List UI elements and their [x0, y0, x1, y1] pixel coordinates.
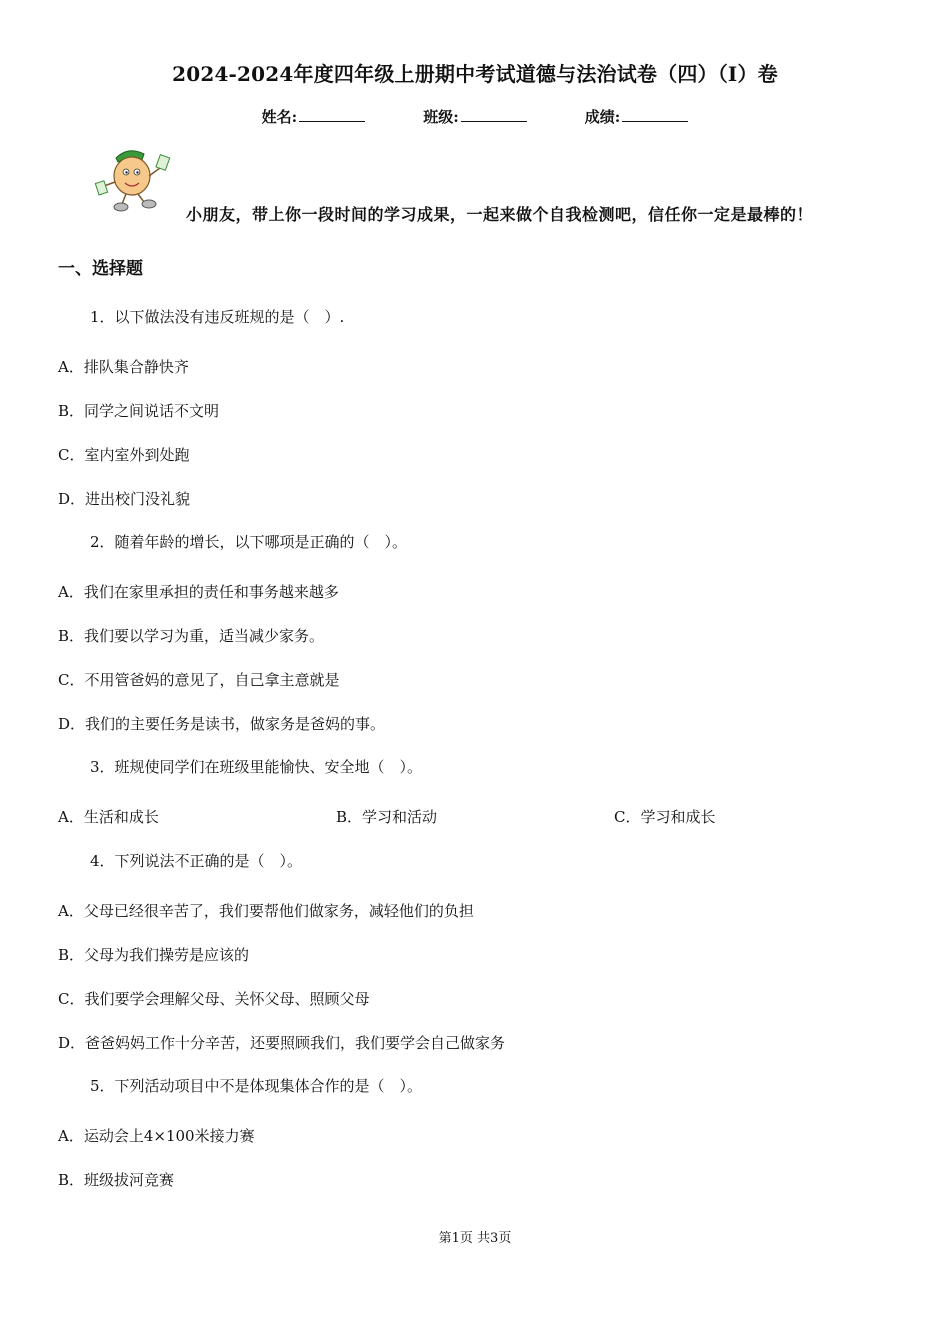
question-4-text: 4．下列说法不正确的是（ ）。 [90, 852, 303, 870]
class-blank [461, 107, 527, 122]
q2-option-d: D．我们的主要任务是读书，做家务是爸妈的事。 [58, 715, 386, 733]
encouragement-text: 小朋友，带上你一段时间的学习成果，一起来做个自我检测吧，信任你一定是最棒的！ [186, 205, 814, 224]
question-5-text: 5．下列活动项目中不是体现集体合作的是（ ）。 [90, 1077, 423, 1095]
q2-option-b: B．我们要以学习为重，适当减少家务。 [58, 627, 325, 645]
score-blank [622, 107, 688, 122]
page-number: 第1页 共3页 [438, 1231, 512, 1246]
cartoon-mascot-icon [94, 146, 176, 216]
q4-option-b: B．父母为我们操劳是应该的 [58, 946, 250, 964]
q1-option-c: C．室内室外到处跑 [58, 446, 190, 464]
score-field [585, 106, 689, 127]
name-field [262, 106, 366, 127]
q1-option-b: B．同学之间说话不文明 [58, 402, 220, 420]
page-title: 2024-2024年度四年级上册期中考试道德与法治试卷（四）（I）卷 [172, 62, 778, 86]
q2-option-c: C．不用管爸妈的意见了，自己拿主意就是 [58, 671, 340, 689]
name-blank [299, 107, 365, 122]
q1-option-d: D．进出校门没礼貌 [58, 490, 191, 508]
section-title: 一、选择题 [58, 259, 143, 279]
student-info-row [0, 106, 950, 127]
question-2-text: 2．随着年龄的增长，以下哪项是正确的（ ）。 [90, 533, 408, 551]
q2-option-a: A．我们在家里承担的责任和事务越来越多 [58, 583, 339, 601]
q1-option-a: A．排队集合静快齐 [58, 358, 189, 376]
q3-option-b: B．学习和活动 [336, 808, 438, 826]
question-3-text: 3．班规使同学们在班级里能愉快、安全地（ ）。 [90, 758, 423, 776]
q5-option-a: A．运动会上4×100米接力赛 [58, 1127, 255, 1145]
class-field [423, 106, 527, 127]
q4-option-d: D．爸爸妈妈工作十分辛苦，还要照顾我们，我们要学会自己做家务 [58, 1034, 506, 1052]
score-label: 成绩: [584, 108, 621, 126]
name-label: 姓名: [261, 108, 298, 126]
q3-option-a: A．生活和成长 [58, 808, 159, 826]
class-label: 班级: [423, 108, 459, 126]
q5-option-b: B．班级拔河竞赛 [58, 1171, 175, 1189]
question-1-text: 1．以下做法没有违反班规的是（ ）. [90, 308, 345, 326]
q4-option-c: C．我们要学会理解父母、关怀父母、照顾父母 [58, 990, 370, 1008]
q3-option-c: C．学习和成长 [614, 808, 716, 826]
q4-option-a: A．父母已经很辛苦了，我们要帮他们做家务，减轻他们的负担 [58, 902, 474, 920]
